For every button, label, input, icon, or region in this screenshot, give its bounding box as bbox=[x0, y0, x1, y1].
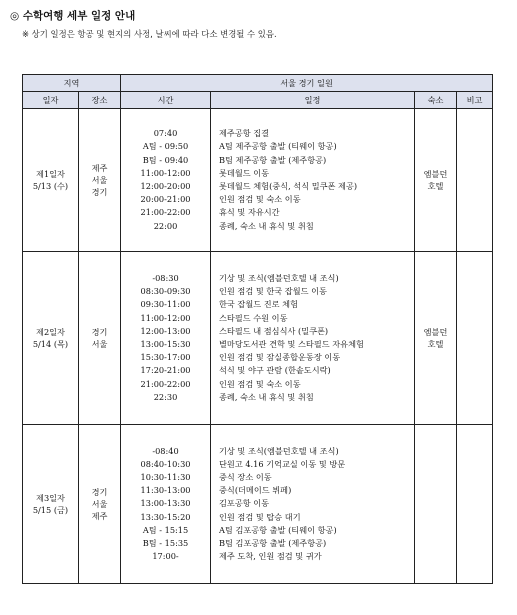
lodging-cell bbox=[415, 425, 457, 584]
time-entry: 17:20-21:00 bbox=[140, 365, 191, 376]
time-entry: 11:30-13:00 bbox=[140, 485, 191, 496]
schedule-item: 기상 및 조식(엠블던호텔 내 조식) bbox=[219, 445, 339, 456]
time-entry: A팀 - 09:50 bbox=[142, 141, 189, 152]
day-row-2 bbox=[23, 252, 493, 425]
schedule-item: 인원 점검 및 한국 잡월드 이동 bbox=[219, 286, 327, 297]
lodging-cell bbox=[415, 252, 457, 425]
remarks-cell bbox=[457, 252, 493, 425]
schedule-item: B팀 제주공항 출발 (제주항공) bbox=[219, 154, 327, 165]
day-label: 제1일자 bbox=[36, 169, 65, 179]
time-entry: 08:40-10:30 bbox=[140, 458, 191, 469]
time-entry: B팀 - 15:35 bbox=[142, 537, 189, 548]
schedule-item: 휴식 및 자유시간 bbox=[219, 207, 280, 218]
schedule-item: 인원 점검 및 숙소 이동 bbox=[219, 194, 301, 205]
schedule-item: 중식(더메이드 뷔페) bbox=[219, 485, 292, 496]
time-entry: -08:30 bbox=[152, 273, 179, 284]
place-cell bbox=[79, 109, 121, 252]
time-cell bbox=[121, 109, 211, 252]
place-name: 서울 bbox=[91, 339, 108, 349]
place-cell bbox=[79, 252, 121, 425]
schedule-item: 석식 및 야구 관람 (한솥도시락) bbox=[219, 365, 331, 376]
schedule-item: 단원고 4.16 기억교실 이동 및 방문 bbox=[219, 458, 346, 469]
time-entry: B팀 - 09:40 bbox=[142, 154, 189, 165]
place-cell bbox=[79, 425, 121, 584]
schedule-table bbox=[22, 74, 493, 584]
day-date: 5/15 (금) bbox=[32, 505, 69, 515]
region-label-header: 지역 bbox=[23, 75, 121, 92]
schedule-cell bbox=[211, 425, 415, 584]
time-entry: 17:00- bbox=[152, 551, 179, 562]
schedule-item: 별마당도서관 견학 및 스타필드 자유체험 bbox=[219, 339, 364, 349]
date-column-header: 일자 bbox=[23, 92, 79, 109]
time-entry: 10:30-11:30 bbox=[140, 472, 191, 483]
time-entry: 22:30 bbox=[153, 391, 178, 402]
schedule-item: 제주공항 집결 bbox=[219, 128, 270, 139]
day-label: 제3일자 bbox=[36, 493, 65, 503]
time-entry: 20:00-21:00 bbox=[140, 194, 191, 205]
schedule-item: 인원 점검 및 숙소 이동 bbox=[219, 378, 301, 389]
place-name: 서울 bbox=[91, 175, 108, 185]
day-label: 제2일자 bbox=[36, 327, 65, 337]
region-header-row bbox=[23, 75, 493, 92]
day-row-3 bbox=[23, 425, 493, 584]
remarks-column-header: 비고 bbox=[457, 92, 493, 109]
time-entry: 13:00-15:30 bbox=[140, 339, 191, 349]
time-entry: 12:00-20:00 bbox=[140, 181, 191, 191]
lodging-cell bbox=[415, 109, 457, 252]
time-entry: 22:00 bbox=[153, 220, 178, 231]
day-cell bbox=[23, 109, 79, 252]
time-entry: 21:00-22:00 bbox=[140, 207, 191, 218]
time-entry: 08:30-09:30 bbox=[140, 286, 191, 297]
time-entry: 07:40 bbox=[153, 128, 178, 139]
time-entry: 09:30-11:00 bbox=[140, 299, 191, 310]
region-value-header: 서울 경기 일원 bbox=[121, 75, 493, 92]
place-name: 경기 bbox=[91, 327, 108, 337]
place-name: 서울 bbox=[91, 499, 108, 509]
schedule-cell bbox=[211, 109, 415, 252]
schedule-item: A팀 제주공항 출발 (티웨이 항공) bbox=[219, 141, 337, 152]
time-entry: 15:30-17:00 bbox=[140, 352, 191, 363]
schedule-item: 인원 점검 및 잠실종합운동장 이동 bbox=[219, 352, 341, 363]
schedule-item: 제주 도착, 인원 점검 및 귀가 bbox=[219, 551, 322, 562]
place-name: 제주 bbox=[91, 511, 108, 521]
place-name: 경기 bbox=[91, 187, 108, 197]
schedule-note: ※ 상기 일정은 항공 및 현지의 사정, 날씨에 따라 다소 변경될 수 있음. bbox=[22, 29, 277, 39]
lodging-name: 엠블던 bbox=[423, 169, 448, 179]
schedule-item: 종례, 숙소 내 휴식 및 취침 bbox=[219, 220, 314, 231]
day-cell bbox=[23, 425, 79, 584]
time-entry: 21:00-22:00 bbox=[140, 378, 191, 389]
schedule-item: 김포공항 이동 bbox=[219, 498, 270, 509]
schedule-item: 중식 장소 이동 bbox=[219, 472, 272, 483]
schedule-item: A팀 김포공항 출발 (티웨이 항공) bbox=[219, 524, 337, 535]
schedule-item: 스타필드 수원 이동 bbox=[219, 312, 288, 323]
time-entry: 13:00-13:30 bbox=[140, 498, 191, 509]
time-entry: 12:00-13:00 bbox=[140, 325, 191, 336]
time-entry: -08:40 bbox=[152, 445, 179, 456]
place-name: 경기 bbox=[91, 487, 108, 497]
time-cell bbox=[121, 425, 211, 584]
schedule-item: 인원 점검 및 탑승 대기 bbox=[219, 511, 301, 522]
day-row-1 bbox=[23, 109, 493, 252]
time-column-header: 시간 bbox=[121, 92, 211, 109]
place-name: 제주 bbox=[91, 163, 108, 173]
place-column-header: 장소 bbox=[79, 92, 121, 109]
remarks-cell bbox=[457, 425, 493, 584]
schedule-item: 롯데월드 체험(중식, 석식 밀쿠폰 제공) bbox=[219, 181, 358, 191]
schedule-item: 롯데월드 이동 bbox=[219, 167, 270, 178]
time-entry: 11:00-12:00 bbox=[140, 167, 191, 178]
time-entry: 11:00-12:00 bbox=[140, 312, 191, 323]
schedule-cell bbox=[211, 252, 415, 425]
lodging-name: 호텔 bbox=[427, 339, 444, 349]
time-entry: 13:30-15:20 bbox=[140, 511, 191, 522]
lodging-column-header: 숙소 bbox=[415, 92, 457, 109]
lodging-name: 엠블던 bbox=[423, 327, 448, 337]
page-title: ◎ 수학여행 세부 일정 안내 bbox=[10, 10, 136, 22]
day-cell bbox=[23, 252, 79, 425]
day-date: 5/13 (수) bbox=[32, 181, 69, 191]
time-entry: A팀 - 15:15 bbox=[142, 524, 189, 535]
column-header-row bbox=[23, 92, 493, 109]
time-cell bbox=[121, 252, 211, 425]
remarks-cell bbox=[457, 109, 493, 252]
day-date: 5/14 (목) bbox=[32, 339, 69, 349]
schedule-item: 스타필드 내 점심식사 (밀쿠폰) bbox=[219, 325, 329, 336]
schedule-column-header: 일정 bbox=[211, 92, 415, 109]
schedule-item: 종례, 숙소 내 휴식 및 취침 bbox=[219, 391, 314, 402]
lodging-name: 호텔 bbox=[427, 181, 444, 191]
schedule-item: 한국 잡월드 진로 체험 bbox=[219, 299, 299, 310]
schedule-item: B팀 김포공항 출발 (제주항공) bbox=[219, 537, 327, 548]
schedule-item: 기상 및 조식(엠블던호텔 내 조식) bbox=[219, 273, 339, 284]
